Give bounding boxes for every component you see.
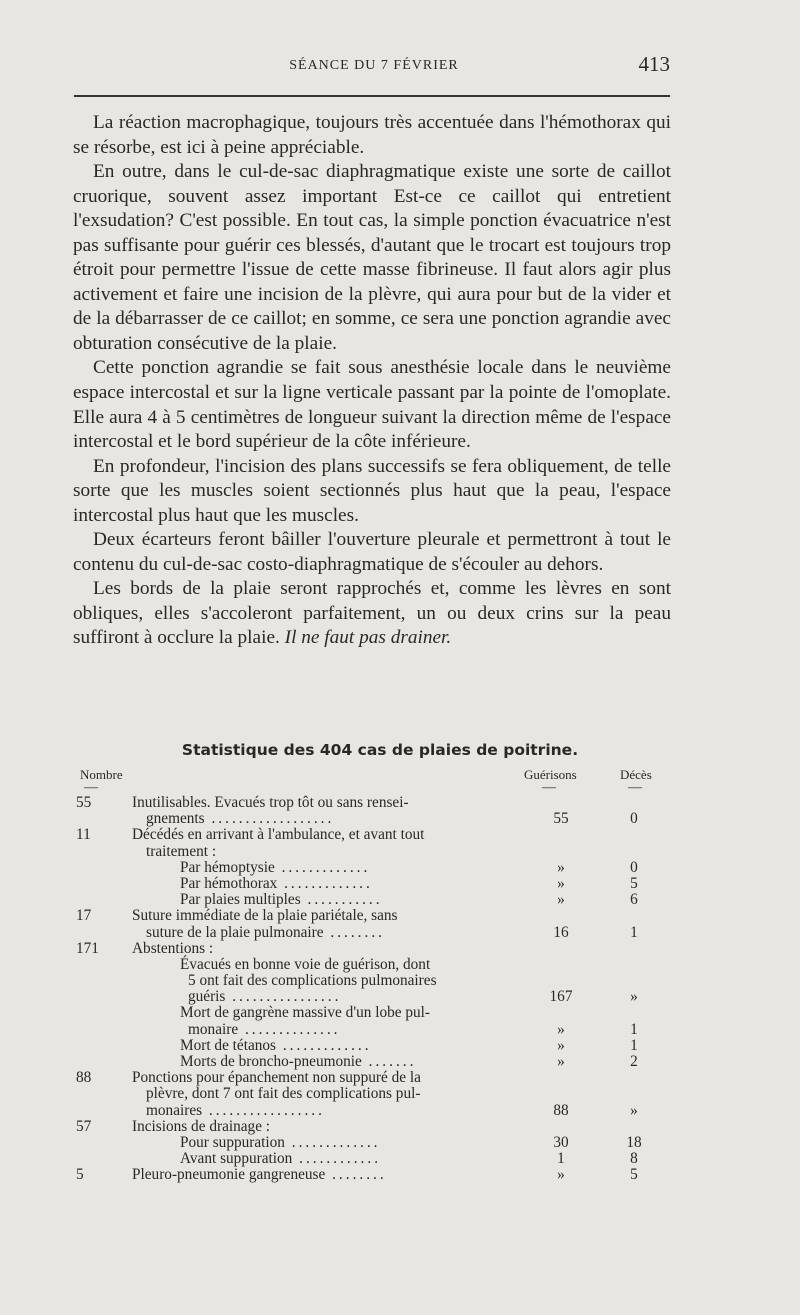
guerisons-value: 16 <box>553 923 569 941</box>
paragraph <box>73 577 671 651</box>
table-row <box>76 1135 676 1151</box>
row-description <box>132 1119 270 1135</box>
row-description <box>180 1135 381 1151</box>
table-row <box>76 1086 676 1102</box>
column-header-deces: Décès <box>620 767 652 782</box>
column-header-guerisons: Guérisons <box>524 767 577 782</box>
row-description <box>188 973 437 989</box>
guerisons-value: » <box>557 858 565 876</box>
column-dash: — <box>628 780 642 795</box>
dot-leader: ............. <box>284 1133 381 1151</box>
row-text: suture de la plaie pulmonaire <box>146 923 324 941</box>
row-text: Morts de broncho-pneumonie <box>180 1053 362 1070</box>
table-row <box>76 973 676 989</box>
table-row <box>76 1119 676 1135</box>
row-text: Par hémothorax <box>180 874 278 892</box>
statistics-title: Statistique des 404 cas de plaies de poitrine. <box>181 741 579 759</box>
row-description <box>180 1151 381 1167</box>
row-description <box>132 908 397 924</box>
paragraph: En outre, dans le cul-de-sac diaphragmatique existe une sorte de caillot cruorique, souvent assez important Est-ce ce caillot qui entretient l'exsudation? C'est possible. En tout cas, la simple ponction évacuatrice n'est pas suffisante pour guérir ces blessés, d'autant que le trocart est toujours trop étroit pour permettre l'issue de cette masse fibrineuse. Il faut alors agir plus activement et faire une incision de la plèvre, qui aura pour but de la vider et de la débarrasser de ce caillot; en somme, ce sera une ponction agrandie avec obturation consécutive de la plaie. <box>73 161 671 354</box>
statistics-table <box>76 795 676 1184</box>
row-description <box>146 811 334 827</box>
row-description <box>132 795 409 811</box>
dot-leader: ............. <box>277 874 373 892</box>
paragraph: La réaction macrophagique, toujours très accentuée dans l'hémothorax qui se résorbe, est ici à peine appréciable. <box>73 112 671 158</box>
row-text: guéris <box>188 988 226 1006</box>
row-text: Abstentions : <box>132 939 214 957</box>
deces-value: 5 <box>630 874 638 892</box>
table-row <box>76 1103 676 1119</box>
table-row <box>76 925 676 941</box>
table-row <box>76 941 676 957</box>
row-text: gnements <box>146 810 205 828</box>
row-text: Mort de tétanos <box>180 1036 277 1054</box>
row-description <box>132 827 424 843</box>
running-head: SÉANCE DU 7 FÉVRIER <box>289 58 459 73</box>
page-header <box>74 52 674 82</box>
case-count: 171 <box>76 939 99 957</box>
deces-value: 18 <box>626 1133 642 1151</box>
table-row <box>76 844 676 860</box>
table-row <box>76 1054 676 1070</box>
row-description <box>188 1022 341 1038</box>
body-text <box>73 111 671 651</box>
guerisons-value: » <box>557 1166 565 1184</box>
paragraph-text: Les bords de la plaie seront rapprochés et, comme les lèvres en sont obliques, elles s'accoleront parfaitement, un ou deux crins sur la peau suffiront à occlure la plaie. <box>73 578 671 649</box>
page-number: 413 <box>638 52 670 76</box>
row-text: Par plaies multiples <box>180 891 301 909</box>
dot-leader: ............. <box>276 1036 372 1054</box>
row-text: monaires <box>146 1101 203 1119</box>
row-description <box>132 1167 387 1183</box>
row-text: Pour suppuration <box>180 1133 285 1151</box>
column-header-nombre: Nombre <box>80 767 123 782</box>
paragraph: Cette ponction agrandie se fait sous anesthésie locale dans le neuvième espace intercostal et sur la ligne verticale passant par la pointe de l'omoplate. Elle aura 4 à 5 centimètres de longueur suivant la direction même de l'espace intercostal et le bord supérieur de la côte inférieure. <box>73 357 671 453</box>
dot-leader: .............. <box>238 1020 341 1038</box>
dot-leader: ............ <box>292 1150 382 1168</box>
guerisons-value: 88 <box>553 1101 569 1119</box>
dot-leader: ................ <box>225 988 342 1006</box>
case-count: 17 <box>76 907 92 925</box>
guerisons-value: 55 <box>553 810 569 828</box>
column-dash: — <box>542 780 556 795</box>
row-text: 5 ont fait des complications pulmonaires <box>188 972 437 990</box>
row-description <box>180 860 370 876</box>
dot-leader: .................. <box>204 810 335 828</box>
row-text: Mort de gangrène massive d'un lobe pul- <box>180 1004 430 1022</box>
guerisons-value: 30 <box>553 1133 569 1151</box>
header-rule <box>74 95 670 97</box>
deces-value: 0 <box>630 810 638 828</box>
guerisons-value: » <box>557 1020 565 1038</box>
row-text: Avant suppuration <box>180 1150 293 1168</box>
row-description <box>146 925 385 941</box>
paragraph: En profondeur, l'incision des plans successifs se fera obliquement, de telle sorte que les muscles soient sectionnés plus haut que la peau, l'espace intercostal plus haut que les muscles. <box>73 455 671 526</box>
row-text: traitement : <box>146 842 217 860</box>
row-description <box>132 1070 421 1086</box>
table-row <box>76 1038 676 1054</box>
guerisons-value: 1 <box>557 1150 565 1168</box>
deces-value: 2 <box>630 1053 638 1070</box>
dot-leader: ....... <box>361 1053 417 1070</box>
table-row <box>76 892 676 908</box>
case-count: 11 <box>76 826 91 844</box>
deces-value: » <box>630 988 638 1006</box>
table-row <box>76 957 676 973</box>
row-text: Inutilisables. Evacués trop tôt ou sans rensei- <box>132 794 409 811</box>
italic-conclusion: Il ne faut pas drainer. <box>284 627 452 649</box>
table-row <box>76 795 676 811</box>
row-text: Suture immédiate de la plaie pariétale, sans <box>132 907 398 925</box>
paragraph: Deux écarteurs feront bâiller l'ouverture pleurale et permettront à tout le contenu du cul-de-sac costo-diaphragmatique de s'écouler au dehors. <box>73 529 671 575</box>
deces-value: 1 <box>630 923 638 941</box>
table-row <box>76 811 676 827</box>
row-text: monaire <box>188 1020 239 1038</box>
column-dash: — <box>84 780 98 795</box>
table-row <box>76 1151 676 1167</box>
table-row <box>76 989 676 1005</box>
deces-value: 1 <box>630 1036 638 1054</box>
deces-value: 8 <box>630 1150 638 1168</box>
table-row <box>76 827 676 843</box>
row-description <box>180 1038 372 1054</box>
deces-value: 0 <box>630 858 638 876</box>
guerisons-value: » <box>557 1053 565 1070</box>
dot-leader: ............. <box>274 858 371 876</box>
table-row <box>76 1070 676 1086</box>
row-description <box>180 876 373 892</box>
table-row <box>76 1167 676 1183</box>
deces-value: 1 <box>630 1020 638 1038</box>
row-description <box>180 1054 416 1070</box>
guerisons-value: » <box>557 891 565 909</box>
row-description <box>180 957 430 973</box>
table-row <box>76 908 676 924</box>
deces-value: 6 <box>630 891 638 909</box>
deces-value: 5 <box>630 1166 638 1184</box>
table-row <box>76 876 676 892</box>
row-description <box>146 1103 325 1119</box>
case-count: 57 <box>76 1117 92 1135</box>
dot-leader: ........ <box>323 923 385 941</box>
guerisons-value: » <box>557 874 565 892</box>
row-description <box>180 1005 430 1021</box>
row-text: Par hémoptysie <box>180 858 275 876</box>
row-description <box>146 1086 420 1102</box>
row-description <box>132 941 213 957</box>
dot-leader: ........... <box>300 891 383 909</box>
guerisons-value: 167 <box>549 988 573 1006</box>
row-text: Incisions de drainage : <box>132 1117 271 1135</box>
case-count: 88 <box>76 1069 92 1087</box>
row-text: Pleuro-pneumonie gangreneuse <box>132 1166 326 1184</box>
row-description <box>188 989 341 1005</box>
table-row <box>76 1022 676 1038</box>
row-text: Décédés en arrivant à l'ambulance, et avant tout <box>132 826 425 844</box>
guerisons-value: » <box>557 1036 565 1054</box>
row-text: Évacués en bonne voie de guérison, dont <box>180 955 431 973</box>
table-row <box>76 1005 676 1021</box>
dot-leader: ........ <box>325 1166 387 1184</box>
table-row <box>76 860 676 876</box>
row-text: Ponctions pour épanchement non suppuré de la <box>132 1069 421 1087</box>
case-count: 55 <box>76 794 92 811</box>
dot-leader: ................. <box>202 1101 325 1119</box>
row-description <box>180 892 383 908</box>
deces-value: » <box>630 1101 638 1119</box>
row-description <box>146 844 216 860</box>
row-text: plèvre, dont 7 ont fait des complications pul- <box>146 1085 421 1103</box>
case-count: 5 <box>76 1166 84 1184</box>
